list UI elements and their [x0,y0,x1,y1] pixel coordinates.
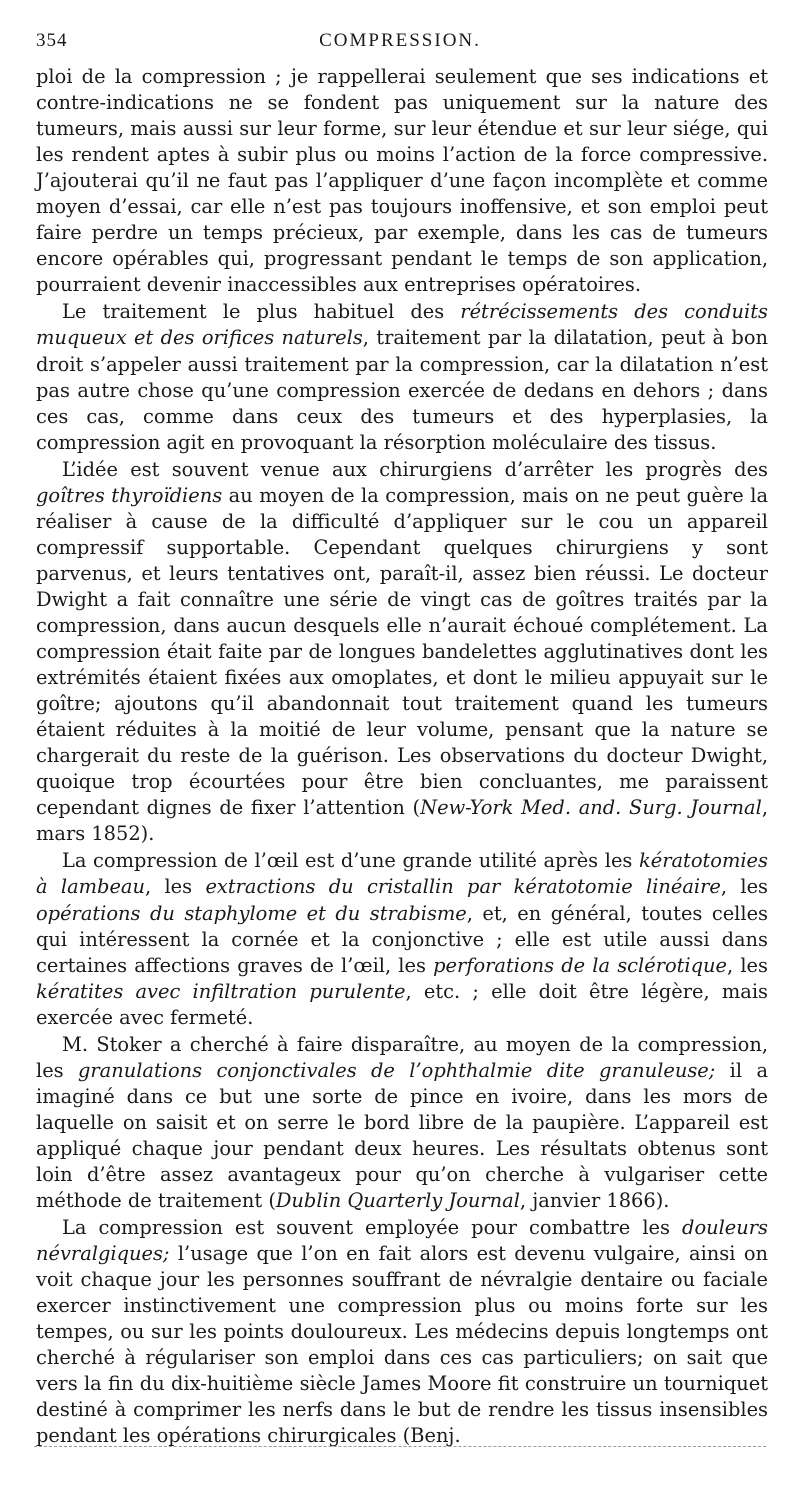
paragraph [36,1032,768,1214]
page-number: 354 [36,30,68,51]
text-run: , janvier 1866). [519,1189,670,1213]
italic-phrase: kératites avec infiltration purulente [36,979,406,1003]
text-run: M. Stoker a cherché à faire disparaître, au moyen de la compression, les [36,1032,768,1082]
text-run: La compression est souvent employée pour combattre les [62,1216,683,1240]
paragraph [36,1215,768,1449]
italic-phrase: goîtres thyroïdiens [36,483,223,507]
italic-phrase: opérations du staphylome et du strabisme [36,901,467,925]
text-run: , les [727,953,768,977]
italic-phrase: granulations conjonctivales de l’ophthalmie dite granuleuse; [78,1058,716,1082]
text-run: La compression de l’œil est d’une grande utilité après les [62,849,639,873]
text-run: , les [720,875,768,899]
text-run: il a imaginé dans ce but une sorte de pince en ivoire, dans les mors de laquelle on saisit et on serre le bord libre de la paupière. L’appareil est appliqué chaque jour pendant deux heures. Les résultats obtenus sont loin d’être assez avantageux pour qu’on cherche à vulgariser cette méthode de traitement ( [36,1058,768,1213]
italic-phrase: perforations de la sclérotique [433,953,728,977]
text-run: Le traitement le plus habituel des [62,300,461,324]
italic-phrase: New-York Med. and. Surg. Journal [420,796,762,820]
italic-phrase: extractions du cristallin par kératotomie linéaire [205,875,721,899]
body-text [36,64,768,1449]
italic-phrase: Dublin Quarterly Journal [275,1189,520,1213]
text-run: , les [144,875,206,899]
running-head: COMPRESSION. [319,30,481,51]
text-run: , mars 1852). [36,796,768,846]
paragraph [36,299,768,455]
italic-phrase: douleurs névralgiques; [36,1216,768,1266]
text-run: L’idée est souvent venue aux chirurgiens d’arrêter les progrès des [62,457,768,481]
paragraph [36,457,768,848]
italic-phrase: rétrécissements des conduits muqueux et des orifices naturels [36,300,768,350]
italic-phrase: kératotomies à lambeau [36,849,768,899]
text-run: , traitement par la dilatation, peut à bon droit s’appeler aussi traitement par la compression, car la dilatation n’est pas autre chose qu’une compression exercée de dedans en dehors ; dans ces cas, comme dans ceux des tumeurs et des hyperplasies, la compression agit en provoquant la résorption moléculaire des tissus. [36,326,768,454]
text-run: ploi de la compression ; je rappellerai seulement que ses indications et contre-indications ne se fondent pas uniquement sur la nature des tumeurs, mais aussi sur leur forme, sur leur étendue et sur leur siége, qui les rendent aptes à subir plus ou moins l’action de la force compressive. J’ajouterai qu’il ne faut pas l’appliquer d’une façon incomplète et comme moyen d’essai, car elle n’est pas toujours inoffensive, et son emploi peut faire perdre un temps précieux, par exemple, dans les cas de tumeurs encore opérables qui, progressant pendant le temps de son application, pourraient devenir inaccessibles aux entreprises opératoires. [36,65,768,297]
paragraph [36,64,768,298]
text-run: , et, en général, toutes celles qui intéressent la cornée et la conjonctive ; elle est utile aussi dans certaines affections graves de l’œil, les [36,901,768,977]
page-header [36,30,764,60]
text-run: l’usage que l’on en fait alors est devenu vulgaire, ainsi on voit chaque jour les personnes souffrant de névralgie dentaire ou faciale exercer instinctivement une compression plus ou moins forte sur les tempes, ou sur les points douloureux. Les médecins depuis longtemps ont cherché à régulariser son emploi dans ces cas particuliers; on sait que vers la fin du dix-huitième siècle James Moore fit construire un tourniquet destiné à comprimer les nerfs dans le but de rendre les tissus insensibles pendant les opérations chirurgicales (Benj. [36,1242,768,1448]
text-run: , etc. ; elle doit être légère, mais exercée avec fermeté. [36,979,768,1029]
text-run: au moyen de la compression, mais on ne peut guère la réaliser à cause de la difficulté d’appliquer sur le cou un appareil compressif supportable. Cependant quelques chirurgiens y sont parvenus, et leurs tentatives ont, paraît-il, assez bien réussi. Le docteur Dwight a fait connaître une série de vingt cas de goîtres traités par la compression, dans aucun desquels elle n’aurait échoué complétement. La compression était faite par de longues bandelettes agglutinatives dont les extrémités étaient fixées aux omoplates, et dont le milieu appuyait sur le goître; ajoutons qu’il abandonnait tout traitement quand les tumeurs étaient réduites à la moitié de leur volume, pensant que la nature se chargerait du reste de la guérison. Les observations du docteur Dwight, quoique trop écourtées pour être bien concluantes, me paraissent cependant dignes de fixer l’attention ( [36,483,769,820]
bottom-rule [34,1446,766,1447]
paragraph [36,848,768,1030]
